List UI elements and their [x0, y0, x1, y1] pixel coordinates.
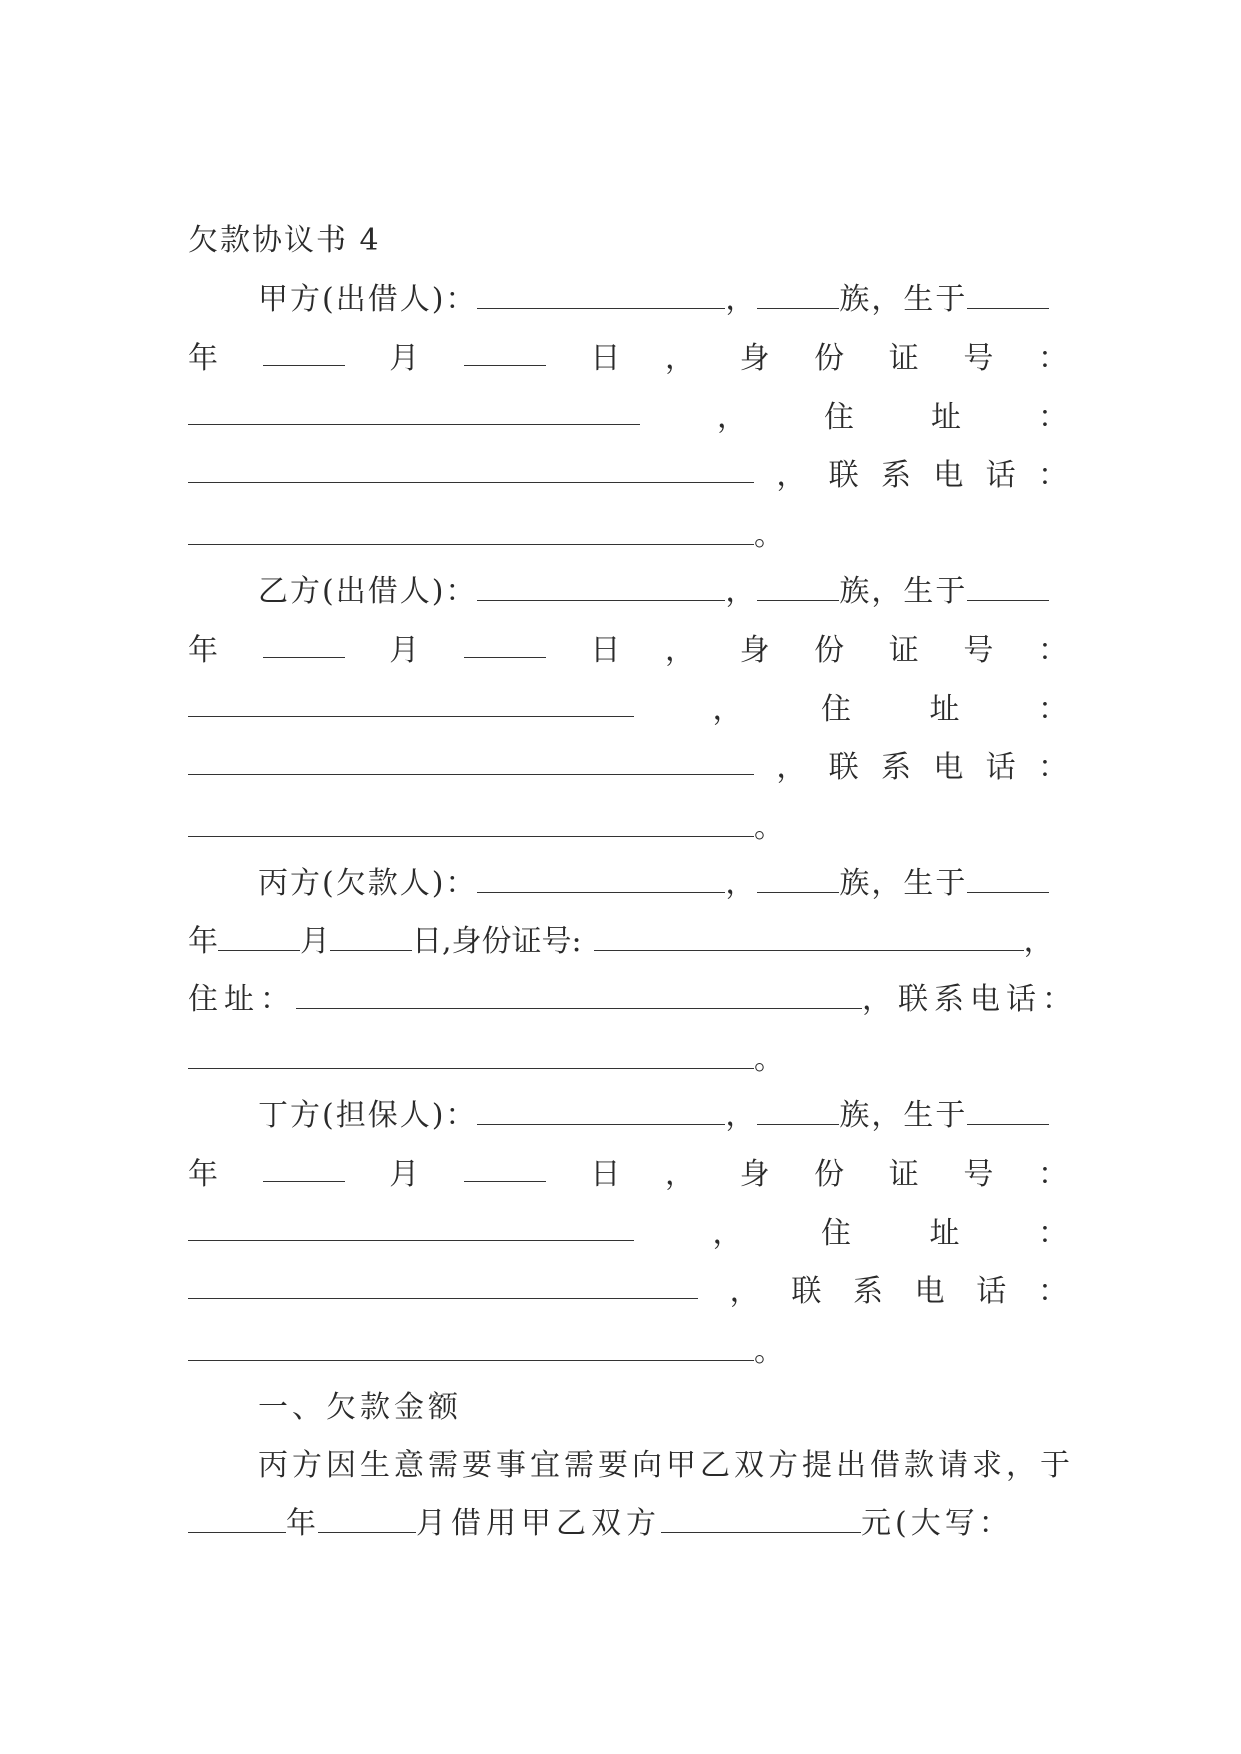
party-d-name-blank[interactable] [477, 1102, 725, 1125]
party-b-phone-blank[interactable] [188, 814, 754, 837]
party-d-id-line: ， 住 址 ： [188, 1214, 1068, 1254]
party-a-birth-day-blank[interactable] [464, 339, 546, 366]
party-c-name-blank[interactable] [477, 870, 725, 893]
party-d-address-line: ， 联 系 电 话 ： [188, 1272, 1068, 1312]
party-c-phone-line: 。 [188, 1040, 1068, 1080]
party-a-birth-month-blank[interactable] [263, 339, 345, 366]
party-c-address-blank[interactable] [296, 986, 862, 1009]
party-b-address-line: ， 联 系 电 话 ： [188, 748, 1068, 788]
document-title: 欠款协议书 4 [188, 223, 381, 258]
party-c-birth-year-blank[interactable] [967, 870, 1049, 893]
party-b-birth-year-blank[interactable] [967, 578, 1049, 601]
party-b-id-line: ， 住 址 ： [188, 690, 1068, 730]
party-d-birth-day-blank[interactable] [464, 1155, 546, 1182]
party-d-id-blank[interactable] [188, 1214, 634, 1241]
party-c-birth-month-blank[interactable] [218, 928, 300, 951]
party-a-intro-line: 甲方(出借人)： ， 族，生于 [258, 280, 1068, 320]
party-d-intro-line: 丁方(担保人)： ， 族，生于 [258, 1096, 1068, 1136]
party-c-intro-line: 丙方(欠款人)： ， 族，生于 [258, 864, 1068, 904]
party-a-address-blank[interactable] [188, 456, 754, 483]
party-b-birth-line: 年 月 日 ， 身 份 证 号 ： [188, 633, 1068, 668]
party-d-birth-line: 年 月 日 ， 身 份 证 号 ： [188, 1157, 1068, 1192]
party-a-id-blank[interactable] [188, 398, 640, 425]
party-b-phone-line: 。 [188, 808, 1068, 848]
loan-year-blank[interactable] [188, 1510, 286, 1533]
party-b-ethnic-blank[interactable] [757, 578, 839, 601]
section-1-heading: 一、欠款金额 [258, 1390, 462, 1425]
party-d-birth-year-blank[interactable] [967, 1102, 1049, 1125]
party-b-birth-day-blank[interactable] [464, 631, 546, 658]
section-1-paragraph-line-2: 年 月借用甲乙双方 元(大写： [188, 1504, 1068, 1544]
loan-amount-blank[interactable] [661, 1510, 861, 1533]
party-a-name-blank[interactable] [477, 286, 725, 309]
party-a-ethnic-blank[interactable] [757, 286, 839, 309]
party-c-birth-id-line: 年 月 日,身份证号: ， [188, 924, 1054, 959]
party-b-intro-line: 乙方(出借人)： ， 族，生于 [258, 572, 1068, 612]
party-a-birth-line: 年 月 日 ， 身 份 证 号 ： [188, 341, 1068, 376]
party-a-phone-blank[interactable] [188, 522, 754, 545]
party-c-id-blank[interactable] [594, 928, 1024, 951]
party-d-ethnic-blank[interactable] [757, 1102, 839, 1125]
party-d-birth-month-blank[interactable] [263, 1155, 345, 1182]
section-1-paragraph-line-1: 丙方因生意需要事宜需要向甲乙双方提出借款请求，于 [258, 1448, 1074, 1483]
party-d-phone-line: 。 [188, 1332, 1068, 1372]
party-c-birth-day-blank[interactable] [330, 928, 412, 951]
party-b-name-blank[interactable] [477, 578, 725, 601]
party-d-address-blank[interactable] [188, 1272, 698, 1299]
party-d-phone-blank[interactable] [188, 1338, 754, 1361]
party-c-ethnic-blank[interactable] [757, 870, 839, 893]
party-b-address-blank[interactable] [188, 748, 754, 775]
party-a-address-line: ， 联 系 电 话 ： [188, 456, 1068, 496]
party-c-phone-blank[interactable] [188, 1046, 754, 1069]
loan-month-blank[interactable] [318, 1510, 416, 1533]
party-c-address-phone-line: 住址： ，联系电话： [188, 982, 1078, 1017]
party-b-birth-month-blank[interactable] [263, 631, 345, 658]
party-b-id-blank[interactable] [188, 690, 634, 717]
party-a-phone-line: 。 [188, 516, 1068, 556]
party-a-id-line: ， 住 址 ： [188, 398, 1068, 438]
party-a-birth-year-blank[interactable] [967, 286, 1049, 309]
